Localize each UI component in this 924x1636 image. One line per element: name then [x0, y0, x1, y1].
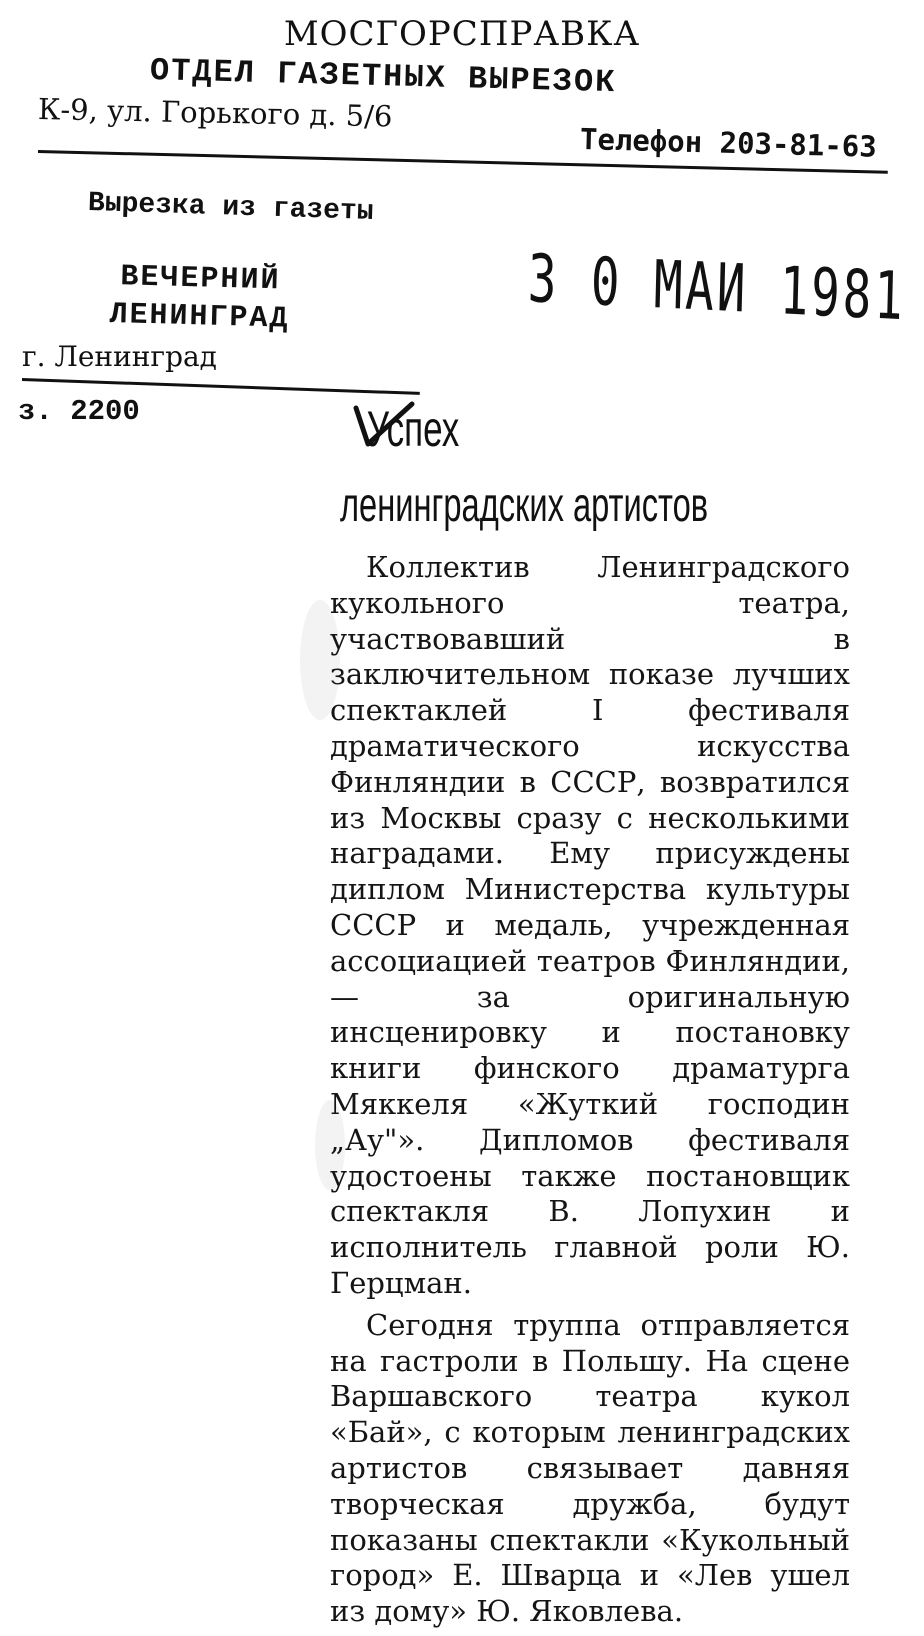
- newspaper-name-line2: ЛЕНИНГРАД: [109, 297, 290, 337]
- department-name: ОТДЕЛ ГАЗЕТНЫХ ВЫРЕЗОК: [149, 52, 617, 102]
- headline-line2: ленинградских артистов: [340, 479, 709, 532]
- org-address: К-9, ул. Горького д. 5/6: [37, 92, 393, 134]
- article-paragraph-2: Сегодня труппа отправляется на гастроли в Польшу. На сцене Варшавского театра кукол «Бай», с которым ленинградских артистов связывает давняя творческая дружба, будут показаны спектакли «Кукольный город» Е. Шварца и «Лев ушел из дому» Ю. Яковлева.: [330, 1307, 850, 1629]
- headline-line1: Успех: [366, 401, 460, 457]
- city-label: г. Ленинград: [22, 340, 217, 373]
- article-paragraph-1: Коллектив Ленинградского кукольного театра, участвовавший в заключительном показе лучших спектаклей I фестиваля драматического искусства Финляндии в СССР, возвратился из Москвы сразу с несколькими наградами. Ему присуждены диплом Министерства культуры СССР и медаль, учрежденная ассоциацией театров Финляндии, — за оригинальную инсценировку и постановку книги финского драматурга Мяккеля «Жуткий господин „Ау"». Дипломов фестиваля удостоены также постановщик спектакля В. Лопухин и исполнитель главной роли Ю. Герцман.: [330, 550, 850, 1300]
- org-name: МОСГОРСПРАВКА: [283, 14, 641, 54]
- city-rule: [22, 378, 420, 395]
- clipping-from-label: Вырезка из газеты: [87, 188, 375, 228]
- org-phone: Телефон 203-81-63: [579, 122, 878, 164]
- order-number: з. 2200: [18, 395, 140, 428]
- date-stamp: 3 0 МАИ 1981: [527, 240, 907, 336]
- article-body: [330, 550, 850, 1636]
- newspaper-name: [109, 258, 291, 339]
- newspaper-name-line1: ВЕЧЕРНИЙ: [120, 260, 281, 299]
